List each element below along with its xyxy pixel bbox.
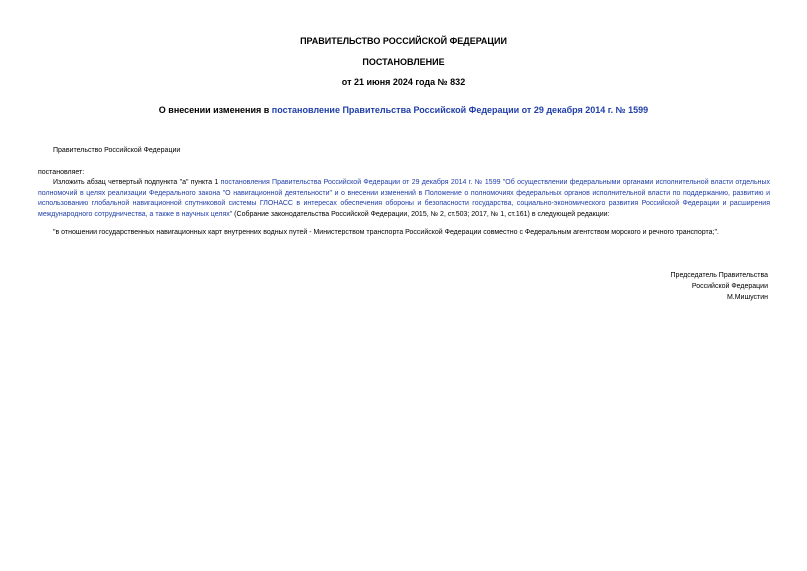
paragraph-suffix: (Собрание законодательства Российской Федерации, 2015, № 2, ст.503; 2017, № 1, ст.161) в следующей редакции:: [232, 210, 610, 218]
signature-position: Председатель Правительства: [670, 272, 768, 279]
paragraph-link[interactable]: постановления Правительства Российской Федерации от 29 декабря 2014 г. № 1599 "Об осуществлении федеральными органами исполнительной власти отдельных полномочий в целях реализации Федерального закона "О навигационной деятельности" и о внесении изменений в Положение о полномочиях федеральных органов исполнительной власти по поддержанию, развитию и использованию глобальной навигационной спутниковой системы ГЛОНАСС в интересах обеспечения обороны и безопасности государства, социально-экономического развития Российской Федерации и расширения международного сотрудничества, а также в научных целях": [38, 179, 770, 218]
paragraph-prefix: Изложить абзац четвертый подпункта "а" пункта 1: [53, 179, 221, 186]
document-title: [0, 105, 807, 115]
decree-text: постановляет:: [38, 169, 85, 176]
title-link[interactable]: постановление Правительства Российской Федерации от 29 декабря 2014 г. № 1599: [271, 105, 649, 115]
doc-type-heading: ПОСТАНОВЛЕНИЕ: [362, 57, 445, 67]
amendment-paragraph: [38, 178, 770, 220]
signature-block: [671, 270, 768, 303]
date-number-heading: от 21 июня 2024 года № 832: [341, 77, 466, 87]
authority-heading: ПРАВИТЕЛЬСТВО РОССИЙСКОЙ ФЕДЕРАЦИИ: [300, 36, 507, 46]
signature-name: М.Мишустин: [726, 294, 768, 301]
issuer-text: Правительство Российской Федерации: [53, 147, 181, 154]
signature-org: Российской Федерации: [691, 283, 768, 290]
title-prefix: О внесении изменения в: [158, 105, 272, 115]
quoted-text: "в отношении государственных навигационных карт внутренних водных путей - Министерством транспорта Российской Федерации совместно с Федеральным агентством морского и речного транспорта;".: [53, 229, 719, 236]
